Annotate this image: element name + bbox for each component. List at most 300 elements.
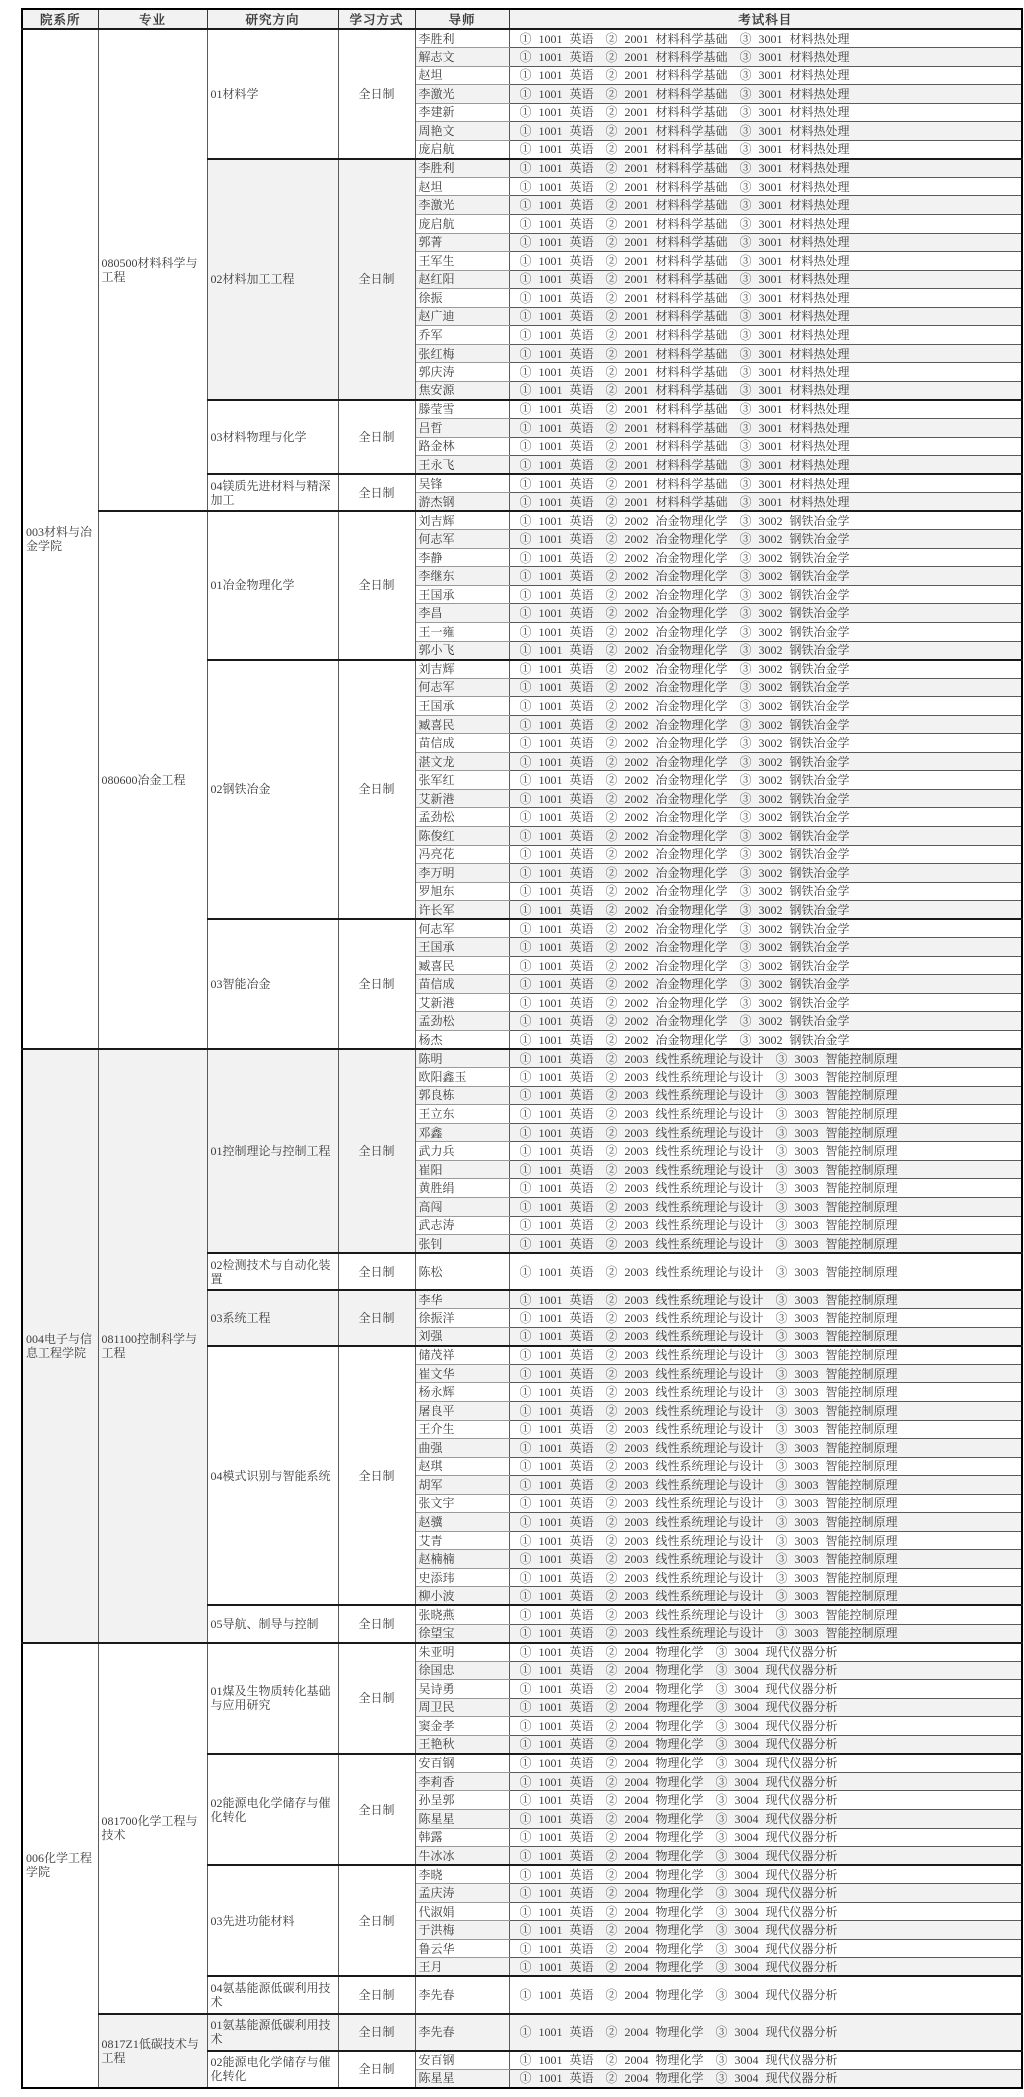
exam-subject: ③ 3001 材料热处理 bbox=[739, 346, 850, 361]
exam-subject: ② 2002 冶金物理化学 bbox=[605, 1032, 728, 1047]
exam-subject: ① 1001 英语 bbox=[519, 1681, 594, 1696]
exam-subject: ① 1001 英语 bbox=[519, 958, 594, 973]
advisor-cell: 王介生 bbox=[415, 1420, 509, 1439]
exam-subjects-cell bbox=[509, 882, 1022, 901]
exam-subject: ① 1001 英语 bbox=[519, 1588, 594, 1603]
major-cell: 080600冶金工程 bbox=[98, 511, 207, 1049]
exam-subject: ③ 3001 材料热处理 bbox=[739, 383, 850, 398]
header-row bbox=[22, 9, 1022, 29]
column-header-advisor: 导师 bbox=[415, 9, 509, 29]
advisor-cell: 李华 bbox=[415, 1290, 509, 1309]
study-mode-cell: 全日制 bbox=[338, 474, 415, 511]
exam-subjects-cell bbox=[509, 1680, 1022, 1699]
advisor-cell: 郭良栋 bbox=[415, 1086, 509, 1105]
exam-subjects-cell bbox=[509, 1958, 1022, 1977]
exam-subject: ③ 3003 智能控制原理 bbox=[775, 1088, 898, 1103]
study-mode-cell: 全日制 bbox=[338, 1290, 415, 1346]
exam-subject: ③ 3004 现代仪器分析 bbox=[715, 1867, 838, 1882]
exam-subject: ③ 3003 智能控制原理 bbox=[775, 1459, 898, 1474]
exam-subject: ③ 3001 材料热处理 bbox=[739, 272, 850, 287]
exam-subjects-cell bbox=[509, 1086, 1022, 1105]
advisor-cell: 刘吉辉 bbox=[415, 660, 509, 679]
exam-subject: ① 1001 英语 bbox=[519, 272, 594, 287]
exam-subjects-cell bbox=[509, 456, 1022, 475]
exam-subjects-cell bbox=[509, 233, 1022, 252]
exam-subject: ① 1001 英语 bbox=[519, 643, 594, 658]
exam-subject: ③ 3001 材料热处理 bbox=[739, 68, 850, 83]
exam-subject: ① 1001 英语 bbox=[519, 810, 594, 825]
advisor-cell: 杨永辉 bbox=[415, 1383, 509, 1402]
exam-subject: ① 1001 英语 bbox=[519, 1199, 594, 1214]
exam-subject: ② 2003 线性系统理论与设计 bbox=[605, 1608, 764, 1622]
advisor-cell: 艾新港 bbox=[415, 993, 509, 1012]
research-direction-cell: 04氨基能源低碳利用技术 bbox=[207, 1976, 338, 2013]
exam-subject: ① 1001 英语 bbox=[519, 1032, 594, 1047]
exam-subject: ① 1001 英语 bbox=[519, 754, 594, 769]
exam-subject: ② 2004 物理化学 bbox=[605, 1793, 704, 1808]
exam-subject: ③ 3002 钢铁冶金学 bbox=[739, 532, 850, 547]
advisor-cell: 陈星星 bbox=[415, 2069, 509, 2088]
exam-subject: ② 2001 材料科学基础 bbox=[605, 124, 728, 138]
exam-subject: ① 1001 英语 bbox=[519, 1144, 594, 1159]
exam-subject: ② 2003 线性系统理论与设计 bbox=[605, 1588, 764, 1603]
exam-subject: ② 2002 冶金物理化学 bbox=[605, 532, 728, 547]
exam-subject: ③ 3002 钢铁冶金学 bbox=[739, 1032, 850, 1047]
exam-subject: ③ 3003 智能控制原理 bbox=[775, 1125, 898, 1140]
exam-subject: ③ 3001 材料热处理 bbox=[739, 365, 850, 380]
exam-subject: ③ 3002 钢铁冶金学 bbox=[739, 884, 850, 899]
exam-subjects-cell bbox=[509, 623, 1022, 642]
exam-subject: ① 1001 英语 bbox=[519, 921, 594, 936]
exam-subject: ① 1001 英语 bbox=[519, 1663, 594, 1678]
study-mode-cell: 全日制 bbox=[338, 1605, 415, 1642]
study-mode-cell: 全日制 bbox=[338, 1865, 415, 1976]
exam-subject: ① 1001 英语 bbox=[519, 624, 594, 639]
exam-subject: ① 1001 英语 bbox=[519, 1292, 594, 1307]
advisor-cell: 游杰钢 bbox=[415, 493, 509, 512]
exam-subject: ① 1001 英语 bbox=[519, 1051, 594, 1066]
exam-subject: ③ 3001 材料热处理 bbox=[739, 402, 850, 417]
advisor-cell: 陈星星 bbox=[415, 1810, 509, 1829]
exam-subjects-cell bbox=[509, 1160, 1022, 1179]
exam-subject: ① 1001 英语 bbox=[519, 420, 594, 435]
exam-subject: ③ 3002 钢铁冶金学 bbox=[739, 513, 850, 528]
exam-subject: ② 2002 冶金物理化学 bbox=[605, 773, 728, 788]
exam-subjects-cell bbox=[509, 1847, 1022, 1866]
study-mode-cell: 全日制 bbox=[338, 1976, 415, 2013]
advisor-cell: 赵红阳 bbox=[415, 270, 509, 289]
exam-subject: ② 2001 材料科学基础 bbox=[605, 365, 728, 380]
advisor-cell: 湛文龙 bbox=[415, 752, 509, 771]
exam-subject: ① 1001 英语 bbox=[519, 253, 594, 268]
exam-subject: ③ 3002 钢铁冶金学 bbox=[739, 958, 850, 973]
exam-subject: ① 1001 英语 bbox=[519, 383, 594, 398]
exam-subject: ③ 3001 材料热处理 bbox=[739, 494, 850, 509]
advisor-cell: 储茂祥 bbox=[415, 1346, 509, 1365]
major-cell: 080500材料科学与工程 bbox=[98, 29, 207, 511]
advisor-cell: 李激光 bbox=[415, 196, 509, 215]
exam-subject: ② 2003 线性系统理论与设计 bbox=[605, 1292, 764, 1307]
study-mode-cell: 全日制 bbox=[338, 1754, 415, 1865]
advisor-cell: 黄胜绢 bbox=[415, 1179, 509, 1198]
exam-subjects-cell bbox=[509, 1884, 1022, 1903]
advisor-cell: 庞启航 bbox=[415, 214, 509, 233]
exam-subject: ② 2003 线性系统理论与设计 bbox=[605, 1348, 764, 1363]
exam-subject: ③ 3001 材料热处理 bbox=[739, 198, 850, 213]
advisor-cell: 张红梅 bbox=[415, 344, 509, 363]
advisor-cell: 崔阳 bbox=[415, 1160, 509, 1179]
exam-subject: ③ 3003 智能控制原理 bbox=[775, 1477, 898, 1492]
exam-subject: ③ 3004 现代仪器分析 bbox=[715, 1885, 838, 1900]
exam-subjects-cell bbox=[509, 1717, 1022, 1736]
exam-subjects-cell bbox=[509, 993, 1022, 1012]
exam-subject: ② 2002 冶金物理化学 bbox=[605, 995, 728, 1010]
exam-subjects-cell bbox=[509, 48, 1022, 67]
exam-subject: ③ 3002 钢铁冶金学 bbox=[739, 810, 850, 825]
exam-subject: ② 2001 材料科学基础 bbox=[605, 309, 728, 324]
exam-subject: ② 2002 冶金物理化学 bbox=[605, 736, 728, 751]
exam-subjects-cell bbox=[509, 1068, 1022, 1087]
exam-subject: ② 2003 线性系统理论与设计 bbox=[605, 1515, 764, 1530]
exam-subjects-cell bbox=[509, 604, 1022, 623]
exam-subject: ② 2001 材料科学基础 bbox=[605, 402, 728, 417]
advisor-cell: 欧阳鑫玉 bbox=[415, 1068, 509, 1087]
exam-subjects-cell bbox=[509, 344, 1022, 363]
exam-subjects-cell bbox=[509, 1235, 1022, 1254]
research-direction-cell: 03材料物理与化学 bbox=[207, 400, 338, 474]
exam-subject: ③ 3001 材料热处理 bbox=[739, 49, 850, 64]
exam-subject: ② 2003 线性系统理论与设计 bbox=[605, 1218, 764, 1233]
exam-subject: ② 2003 线性系统理论与设计 bbox=[605, 1144, 764, 1159]
exam-subjects-cell bbox=[509, 1309, 1022, 1328]
advisor-cell: 吕哲 bbox=[415, 418, 509, 437]
exam-subject: ① 1001 英语 bbox=[519, 1162, 594, 1177]
table-row bbox=[22, 1049, 1022, 1068]
exam-subject: ③ 3003 智能控制原理 bbox=[775, 1496, 898, 1511]
exam-subject: ② 2003 线性系统理论与设计 bbox=[605, 1403, 764, 1418]
exam-subject: ① 1001 英语 bbox=[519, 791, 594, 806]
exam-subject: ③ 3001 材料热处理 bbox=[739, 105, 850, 120]
advisor-cell: 徐国忠 bbox=[415, 1661, 509, 1680]
exam-subject: ③ 3002 钢铁冶金学 bbox=[739, 680, 850, 695]
advisor-cell: 徐振洋 bbox=[415, 1309, 509, 1328]
advisor-cell: 陈俊红 bbox=[415, 827, 509, 846]
exam-subject: ① 1001 英语 bbox=[519, 1348, 594, 1363]
exam-subject: ③ 3002 钢铁冶金学 bbox=[739, 698, 850, 713]
exam-subject: ① 1001 英语 bbox=[519, 198, 594, 213]
exam-subjects-cell bbox=[509, 1253, 1022, 1290]
advisor-cell: 邓鑫 bbox=[415, 1123, 509, 1142]
exam-subject: ② 2003 线性系统理论与设计 bbox=[605, 1088, 764, 1103]
exam-subject: ① 1001 英语 bbox=[519, 662, 594, 677]
advisor-cell: 解志文 bbox=[415, 48, 509, 67]
exam-subject: ② 2002 冶金物理化学 bbox=[605, 624, 728, 639]
exam-subjects-cell bbox=[509, 956, 1022, 975]
exam-subjects-cell bbox=[509, 1216, 1022, 1235]
exam-subject: ① 1001 英语 bbox=[519, 1106, 594, 1121]
exam-subject: ② 2004 物理化学 bbox=[605, 1681, 704, 1696]
exam-subject: ① 1001 英语 bbox=[519, 569, 594, 584]
exam-subjects-cell bbox=[509, 1643, 1022, 1662]
exam-subjects-cell bbox=[509, 1494, 1022, 1513]
exam-subject: ② 2003 线性系统理论与设计 bbox=[605, 1051, 764, 1066]
admissions-table bbox=[21, 8, 1023, 2089]
exam-subject: ③ 3004 现代仪器分析 bbox=[715, 2053, 838, 2068]
research-direction-cell: 02钢铁冶金 bbox=[207, 660, 338, 920]
exam-subject: ① 1001 英语 bbox=[519, 606, 594, 621]
exam-subject: ② 2001 材料科学基础 bbox=[605, 253, 728, 268]
exam-subject: ① 1001 英语 bbox=[519, 550, 594, 565]
exam-subject: ③ 3004 现代仪器分析 bbox=[715, 1830, 838, 1845]
advisor-cell: 朱亚明 bbox=[415, 1643, 509, 1662]
advisor-cell: 李胜利 bbox=[415, 159, 509, 178]
exam-subject: ② 2003 线性系统理论与设计 bbox=[605, 1106, 764, 1121]
exam-subject: ② 2004 物理化学 bbox=[605, 1645, 704, 1660]
exam-subject: ② 2004 物理化学 bbox=[605, 1663, 704, 1678]
exam-subject: ② 2001 材料科学基础 bbox=[605, 457, 728, 472]
advisor-cell: 徐望宝 bbox=[415, 1624, 509, 1643]
advisor-cell: 于洪梅 bbox=[415, 1921, 509, 1940]
exam-subject: ③ 3002 钢铁冶金学 bbox=[739, 940, 850, 955]
exam-subject: ③ 3004 现代仪器分析 bbox=[715, 1941, 838, 1956]
exam-subject: ③ 3003 智能控制原理 bbox=[775, 1440, 898, 1455]
advisor-cell: 孙呈郭 bbox=[415, 1791, 509, 1810]
exam-subject: ① 1001 英语 bbox=[519, 235, 594, 250]
exam-subject: ③ 3003 智能控制原理 bbox=[775, 1051, 898, 1066]
exam-subject: ② 2004 物理化学 bbox=[605, 1848, 704, 1863]
advisor-cell: 路金林 bbox=[415, 437, 509, 456]
exam-subjects-cell bbox=[509, 214, 1022, 233]
exam-subject: ① 1001 英语 bbox=[519, 1329, 594, 1344]
exam-subjects-cell bbox=[509, 827, 1022, 846]
exam-subject: ① 1001 英语 bbox=[519, 494, 594, 509]
exam-subjects-cell bbox=[509, 845, 1022, 864]
table-header bbox=[22, 9, 1022, 29]
advisor-cell: 韩露 bbox=[415, 1828, 509, 1847]
exam-subject: ② 2004 物理化学 bbox=[605, 1700, 704, 1715]
exam-subjects-cell bbox=[509, 1420, 1022, 1439]
advisor-cell: 赵琪 bbox=[415, 1457, 509, 1476]
exam-subject: ② 2002 冶金物理化学 bbox=[605, 513, 728, 528]
advisor-cell: 苗信成 bbox=[415, 734, 509, 753]
exam-subjects-cell bbox=[509, 919, 1022, 938]
exam-subject: ② 2001 材料科学基础 bbox=[605, 290, 728, 305]
exam-subject: ① 1001 英语 bbox=[519, 1403, 594, 1418]
exam-subjects-cell bbox=[509, 1902, 1022, 1921]
exam-subject: ③ 3003 智能控制原理 bbox=[775, 1106, 898, 1121]
exam-subjects-cell bbox=[509, 252, 1022, 271]
exam-subjects-cell bbox=[509, 85, 1022, 104]
exam-subjects-cell bbox=[509, 715, 1022, 734]
advisor-cell: 滕莹雪 bbox=[415, 400, 509, 419]
exam-subject: ③ 3002 钢铁冶金学 bbox=[739, 736, 850, 751]
advisor-cell: 李万明 bbox=[415, 864, 509, 883]
table-row bbox=[22, 2014, 1022, 2051]
exam-subject: ③ 3001 材料热处理 bbox=[739, 457, 850, 472]
exam-subject: ③ 3002 钢铁冶金学 bbox=[739, 977, 850, 992]
exam-subject: ② 2002 冶金物理化学 bbox=[605, 754, 728, 769]
exam-subjects-cell bbox=[509, 1865, 1022, 1884]
advisor-cell: 王国承 bbox=[415, 938, 509, 957]
exam-subject: ② 2002 冶金物理化学 bbox=[605, 902, 728, 917]
exam-subject: ① 1001 英语 bbox=[519, 1264, 594, 1279]
advisor-cell: 吴诗勇 bbox=[415, 1680, 509, 1699]
exam-subjects-cell bbox=[509, 1457, 1022, 1476]
exam-subject: ① 1001 英语 bbox=[519, 457, 594, 472]
exam-subjects-cell bbox=[509, 289, 1022, 308]
exam-subject: ③ 3001 材料热处理 bbox=[739, 179, 850, 194]
exam-subject: ② 2001 材料科学基础 bbox=[605, 328, 728, 343]
exam-subject: ② 2002 冶金物理化学 bbox=[605, 921, 728, 936]
exam-subject: ③ 3004 现代仪器分析 bbox=[715, 2071, 838, 2086]
exam-subject: ① 1001 英语 bbox=[519, 290, 594, 305]
exam-subject: ② 2004 物理化学 bbox=[605, 2053, 704, 2068]
advisor-cell: 崔文华 bbox=[415, 1364, 509, 1383]
exam-subject: ③ 3004 现代仪器分析 bbox=[715, 1793, 838, 1808]
exam-subject: ② 2001 材料科学基础 bbox=[605, 439, 728, 454]
exam-subject: ② 2002 冶金物理化学 bbox=[605, 550, 728, 565]
exam-subject: ① 1001 英语 bbox=[519, 2071, 594, 2086]
advisor-cell: 王月 bbox=[415, 1958, 509, 1977]
advisor-cell: 胡军 bbox=[415, 1476, 509, 1495]
advisor-cell: 王国承 bbox=[415, 697, 509, 716]
exam-subject: ② 2001 材料科学基础 bbox=[605, 216, 728, 231]
exam-subject: ③ 3004 现代仪器分析 bbox=[715, 1923, 838, 1938]
exam-subject: ② 2002 冶金物理化学 bbox=[605, 810, 728, 825]
exam-subject: ① 1001 英语 bbox=[519, 402, 594, 417]
exam-subject: ② 2003 线性系统理论与设计 bbox=[605, 1459, 764, 1474]
exam-subjects-cell bbox=[509, 678, 1022, 697]
advisor-cell: 艾新港 bbox=[415, 789, 509, 808]
exam-subjects-cell bbox=[509, 122, 1022, 141]
exam-subjects-cell bbox=[509, 975, 1022, 994]
exam-subject: ① 1001 英语 bbox=[519, 1088, 594, 1103]
exam-subject: ① 1001 英语 bbox=[519, 216, 594, 231]
exam-subjects-cell bbox=[509, 901, 1022, 920]
exam-subject: ③ 3003 智能控制原理 bbox=[775, 1570, 898, 1585]
advisor-cell: 曲强 bbox=[415, 1439, 509, 1458]
exam-subject: ② 2004 物理化学 bbox=[605, 1941, 704, 1956]
exam-subject: ③ 3003 智能控制原理 bbox=[775, 1422, 898, 1437]
exam-subject: ① 1001 英语 bbox=[519, 1959, 594, 1974]
research-direction-cell: 02检测技术与自动化装置 bbox=[207, 1253, 338, 1290]
exam-subjects-cell bbox=[509, 474, 1022, 493]
exam-subject: ③ 3002 钢铁冶金学 bbox=[739, 587, 850, 602]
advisor-cell: 刘吉辉 bbox=[415, 511, 509, 530]
exam-subject: ② 2001 材料科学基础 bbox=[605, 420, 728, 435]
exam-subjects-cell bbox=[509, 1624, 1022, 1643]
exam-subject: ① 1001 英语 bbox=[519, 717, 594, 732]
exam-subject: ③ 3004 现代仪器分析 bbox=[715, 1904, 838, 1919]
exam-subject: ② 2004 物理化学 bbox=[605, 1719, 704, 1734]
exam-subject: ① 1001 英语 bbox=[519, 773, 594, 788]
advisor-cell: 孟劲松 bbox=[415, 1012, 509, 1031]
exam-subject: ② 2003 线性系统理论与设计 bbox=[605, 1385, 764, 1400]
exam-subject: ① 1001 英语 bbox=[519, 1552, 594, 1567]
advisor-cell: 史添玮 bbox=[415, 1568, 509, 1587]
exam-subject: ③ 3002 钢铁冶金学 bbox=[739, 643, 850, 658]
exam-subjects-cell bbox=[509, 1401, 1022, 1420]
exam-subject: ③ 3003 智能控制原理 bbox=[775, 1236, 898, 1251]
exam-subject: ① 1001 英语 bbox=[519, 1236, 594, 1251]
column-header-direction: 研究方向 bbox=[207, 9, 338, 29]
exam-subject: ② 2002 冶金物理化学 bbox=[605, 717, 728, 732]
exam-subject: ① 1001 英语 bbox=[519, 1793, 594, 1808]
exam-subject: ① 1001 英语 bbox=[519, 513, 594, 528]
exam-subject: ② 2004 物理化学 bbox=[605, 1923, 704, 1938]
exam-subject: ② 2004 物理化学 bbox=[605, 2071, 704, 2086]
exam-subject: ③ 3001 材料热处理 bbox=[739, 86, 850, 101]
exam-subject: ① 1001 英语 bbox=[519, 902, 594, 917]
exam-subject: ③ 3003 智能控制原理 bbox=[775, 1515, 898, 1530]
exam-subject: ② 2004 物理化学 bbox=[605, 1756, 704, 1771]
exam-subject: ② 2001 材料科学基础 bbox=[605, 142, 728, 157]
exam-subject: ③ 3003 智能控制原理 bbox=[775, 1533, 898, 1548]
exam-subject: ② 2001 材料科学基础 bbox=[605, 161, 728, 176]
research-direction-cell: 02能源电化学储存与催化转化 bbox=[207, 2051, 338, 2088]
study-mode-cell: 全日制 bbox=[338, 400, 415, 474]
exam-subject: ② 2003 线性系统理论与设计 bbox=[605, 1570, 764, 1585]
advisor-cell: 臧喜民 bbox=[415, 956, 509, 975]
exam-subject: ① 1001 英语 bbox=[519, 124, 594, 138]
exam-subjects-cell bbox=[509, 270, 1022, 289]
advisor-cell: 王艳秋 bbox=[415, 1735, 509, 1754]
exam-subjects-cell bbox=[509, 1513, 1022, 1532]
exam-subject: ① 1001 英语 bbox=[519, 31, 594, 46]
exam-subjects-cell bbox=[509, 1346, 1022, 1365]
exam-subject: ② 2002 冶金物理化学 bbox=[605, 698, 728, 713]
exam-subject: ③ 3002 钢铁冶金学 bbox=[739, 791, 850, 806]
exam-subjects-cell bbox=[509, 1531, 1022, 1550]
exam-subject: ① 1001 英语 bbox=[519, 1311, 594, 1325]
exam-subject: ① 1001 英语 bbox=[519, 1700, 594, 1715]
advisor-cell: 张晓燕 bbox=[415, 1605, 509, 1624]
exam-subject: ③ 3001 材料热处理 bbox=[739, 235, 850, 250]
exam-subject: ② 2003 线性系统理论与设计 bbox=[605, 1552, 764, 1567]
exam-subject: ③ 3002 钢铁冶金学 bbox=[739, 624, 850, 639]
research-direction-cell: 01冶金物理化学 bbox=[207, 511, 338, 659]
exam-subject: ① 1001 英语 bbox=[519, 995, 594, 1010]
advisor-cell: 李先春 bbox=[415, 1976, 509, 2013]
exam-subjects-cell bbox=[509, 771, 1022, 790]
exam-subjects-cell bbox=[509, 418, 1022, 437]
exam-subject: ③ 3002 钢铁冶金学 bbox=[739, 569, 850, 584]
exam-subject: ① 1001 英语 bbox=[519, 1737, 594, 1752]
exam-subject: ③ 3003 智能控制原理 bbox=[775, 1199, 898, 1214]
exam-subjects-cell bbox=[509, 381, 1022, 400]
advisor-cell: 周卫民 bbox=[415, 1698, 509, 1717]
exam-subject: ① 1001 英语 bbox=[519, 532, 594, 547]
study-mode-cell: 全日制 bbox=[338, 660, 415, 920]
exam-subject: ② 2003 线性系统理论与设计 bbox=[605, 1440, 764, 1455]
exam-subject: ② 2003 线性系统理论与设计 bbox=[605, 1311, 764, 1325]
advisor-cell: 李先春 bbox=[415, 2014, 509, 2051]
exam-subjects-cell bbox=[509, 1828, 1022, 1847]
advisor-cell: 张钊 bbox=[415, 1235, 509, 1254]
exam-subject: ① 1001 英语 bbox=[519, 1885, 594, 1900]
exam-subject: ③ 3004 现代仪器分析 bbox=[715, 1719, 838, 1734]
exam-subject: ② 2001 材料科学基础 bbox=[605, 198, 728, 213]
exam-subject: ③ 3001 材料热处理 bbox=[739, 328, 850, 343]
advisor-cell: 庞启航 bbox=[415, 140, 509, 159]
exam-subjects-cell bbox=[509, 752, 1022, 771]
advisor-cell: 陈明 bbox=[415, 1049, 509, 1068]
exam-subjects-cell bbox=[509, 1939, 1022, 1958]
table-body bbox=[22, 29, 1022, 2088]
advisor-cell: 赵骥 bbox=[415, 1513, 509, 1532]
exam-subject: ② 2004 物理化学 bbox=[605, 1959, 704, 1974]
study-mode-cell: 全日制 bbox=[338, 919, 415, 1049]
